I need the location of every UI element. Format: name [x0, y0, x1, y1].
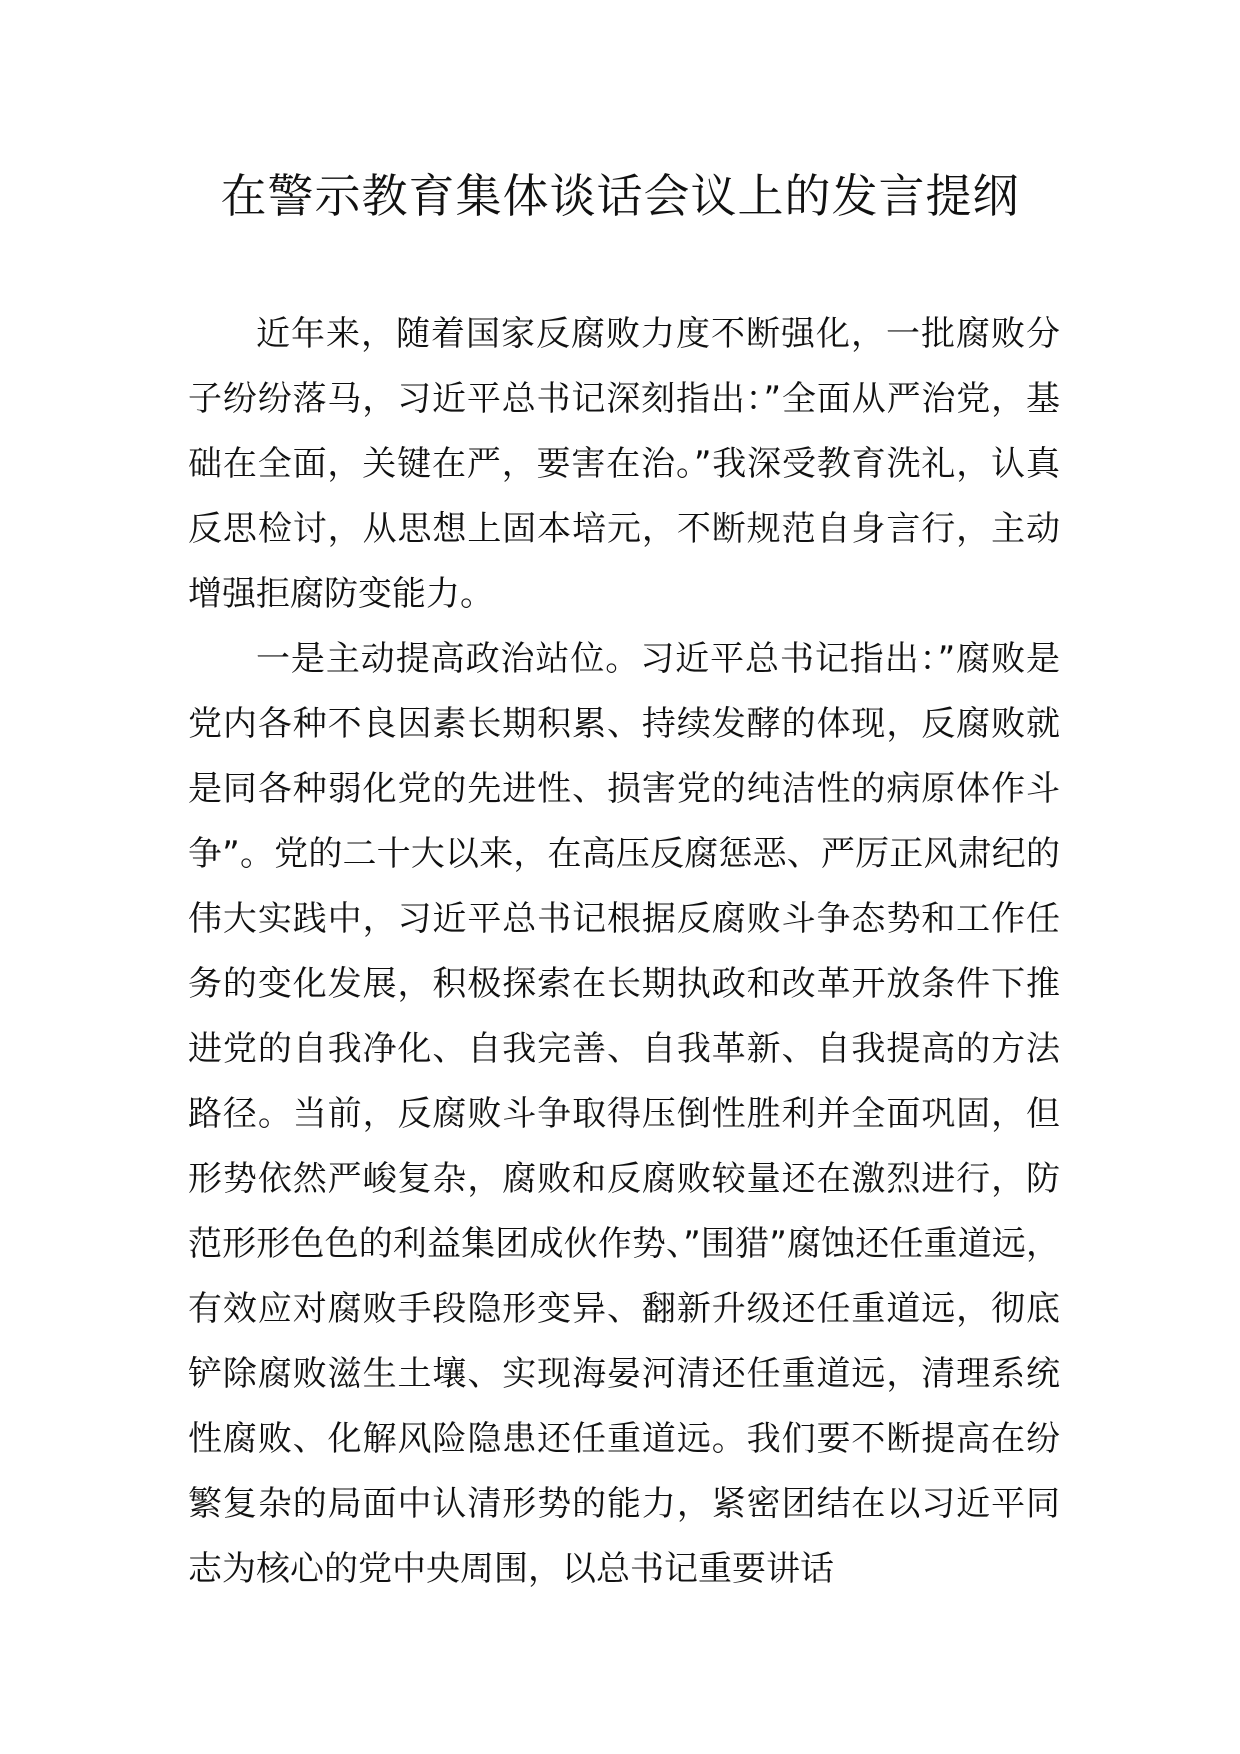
- paragraph-point-one-text: 习近平总书记指出：”腐败是党内各种不良因素长期积累、持续发酵的体现，反腐败就是同各种弱化党的先进性、损害党的纯洁性的病原体作斗争”。党的二十大以来，在高压反腐惩恶、严厉正风肃纪的伟大实践中，习近平总书记根据反腐败斗争态势和工作任务的变化发展，积极探索在长期执政和改革开放条件下推进党的自我净化、自我完善、自我革新、自我提高的方法路径。当前，反腐败斗争取得压倒性胜利并全面巩固，但形势依然严峻复杂，腐败和反腐败较量还在激烈进行，防范形形色色的利益集团成伙作势、”围猎”腐蚀还任重道远，有效应对腐败手段隐形变异、翻新升级还任重道远，彻底铲除腐败滋生土壤、实现海晏河清还任重道远，清理系统性腐败、化解风险隐患还任重道远。我们要不断提高在纷繁复杂的局面中认清形势的能力，紧密团结在以习近平同志为核心的党中央周围，以总书记重要讲话: [188, 639, 1060, 1589]
- document-title: 在警示教育集体谈话会议上的发言提纲: [220, 169, 1020, 223]
- paragraph-point-one: [188, 627, 1060, 1602]
- paragraph-intro: [188, 302, 1060, 627]
- document-body: [188, 302, 1060, 1602]
- paragraph-point-one-heading: 一是主动提高政治站位。: [256, 639, 641, 679]
- paragraph-intro-text: 近年来，随着国家反腐败力度不断强化，一批腐败分子纷纷落马，习近平总书记深刻指出：”全面从严治党，基础在全面，关键在严，要害在治。”我深受教育洗礼，认真反思检讨，从思想上固本培元，不断规范自身言行，主动增强拒腐防变能力。: [188, 314, 1060, 614]
